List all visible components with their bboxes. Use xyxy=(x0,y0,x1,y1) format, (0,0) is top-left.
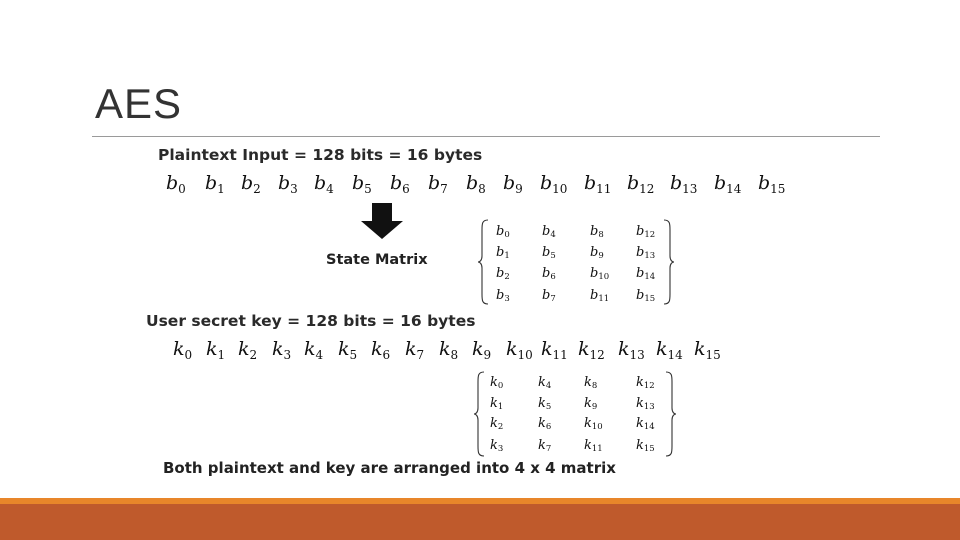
key-byte-14: $k_{14}$ xyxy=(656,338,683,362)
key-byte-6: $k_6$ xyxy=(371,338,391,362)
key-cell-1: $k_1$ xyxy=(490,396,504,412)
plaintext-byte-15: $b_{15}$ xyxy=(758,172,786,196)
key-cell-7: $k_7$ xyxy=(538,438,552,454)
key-byte-11: $k_{11}$ xyxy=(541,338,568,362)
key-byte-8: $k_8$ xyxy=(439,338,459,362)
plaintext-byte-14: $b_{14}$ xyxy=(714,172,742,196)
key-byte-9: $k_9$ xyxy=(472,338,492,362)
state-cell-1: $b_1$ xyxy=(496,245,510,261)
key-cell-14: $k_{14}$ xyxy=(636,416,655,432)
key-heading: User secret key = 128 bits = 16 bytes xyxy=(146,312,476,330)
down-arrow-icon xyxy=(361,203,403,239)
key-byte-12: $k_{12}$ xyxy=(578,338,605,362)
plaintext-byte-7: $b_7$ xyxy=(428,172,448,196)
plaintext-byte-11: $b_{11}$ xyxy=(584,172,612,196)
key-cell-8: $k_8$ xyxy=(584,375,598,391)
state-cell-11: $b_{11}$ xyxy=(590,288,610,304)
key-byte-1: $k_1$ xyxy=(206,338,226,362)
key-byte-2: $k_2$ xyxy=(238,338,258,362)
plaintext-byte-2: $b_2$ xyxy=(241,172,261,196)
plaintext-byte-8: $b_8$ xyxy=(466,172,486,196)
key-cell-9: $k_9$ xyxy=(584,396,598,412)
plaintext-byte-13: $b_{13}$ xyxy=(670,172,698,196)
key-byte-4: $k_4$ xyxy=(304,338,324,362)
key-byte-15: $k_{15}$ xyxy=(694,338,721,362)
state-cell-5: $b_5$ xyxy=(542,245,556,261)
key-cell-5: $k_5$ xyxy=(538,396,552,412)
state-cell-3: $b_3$ xyxy=(496,288,510,304)
plaintext-byte-5: $b_5$ xyxy=(352,172,372,196)
key-byte-3: $k_3$ xyxy=(272,338,292,362)
state-cell-14: $b_{14}$ xyxy=(636,266,656,282)
key-cell-10: $k_{10}$ xyxy=(584,416,603,432)
state-cell-10: $b_{10}$ xyxy=(590,266,610,282)
plaintext-byte-9: $b_9$ xyxy=(503,172,523,196)
plaintext-byte-12: $b_{12}$ xyxy=(627,172,655,196)
state-cell-6: $b_6$ xyxy=(542,266,556,282)
state-cell-2: $b_2$ xyxy=(496,266,510,282)
plaintext-byte-3: $b_3$ xyxy=(278,172,298,196)
state-matrix-label: State Matrix xyxy=(326,252,428,268)
plaintext-byte-6: $b_6$ xyxy=(390,172,410,196)
state-cell-7: $b_7$ xyxy=(542,288,556,304)
key-cell-3: $k_3$ xyxy=(490,438,504,454)
key-cell-13: $k_{13}$ xyxy=(636,396,655,412)
state-cell-0: $b_0$ xyxy=(496,224,510,240)
key-byte-0: $k_0$ xyxy=(173,338,193,362)
state-cell-4: $b_4$ xyxy=(542,224,556,240)
slide-title: AES xyxy=(95,80,183,127)
key-cell-4: $k_4$ xyxy=(538,375,552,391)
plaintext-byte-0: $b_0$ xyxy=(166,172,186,196)
key-byte-7: $k_7$ xyxy=(405,338,425,362)
plaintext-heading: Plaintext Input = 128 bits = 16 bytes xyxy=(158,146,483,164)
key-cell-0: $k_0$ xyxy=(490,375,504,391)
plaintext-byte-10: $b_{10}$ xyxy=(540,172,568,196)
key-cell-12: $k_{12}$ xyxy=(636,375,655,391)
footer-note: Both plaintext and key are arranged into 4 x 4 matrix xyxy=(163,459,616,477)
state-cell-13: $b_{13}$ xyxy=(636,245,656,261)
key-byte-5: $k_5$ xyxy=(338,338,358,362)
plaintext-byte-4: $b_4$ xyxy=(314,172,334,196)
key-byte-13: $k_{13}$ xyxy=(618,338,645,362)
state-cell-12: $b_{12}$ xyxy=(636,224,656,240)
key-byte-10: $k_{10}$ xyxy=(506,338,533,362)
plaintext-byte-1: $b_1$ xyxy=(205,172,225,196)
state-cell-8: $b_8$ xyxy=(590,224,604,240)
key-cell-2: $k_2$ xyxy=(490,416,504,432)
key-cell-11: $k_{11}$ xyxy=(584,438,603,454)
state-cell-9: $b_9$ xyxy=(590,245,604,261)
footer-bar xyxy=(0,504,960,540)
title-divider xyxy=(92,136,880,137)
key-cell-15: $k_{15}$ xyxy=(636,438,655,454)
key-cell-6: $k_6$ xyxy=(538,416,552,432)
state-cell-15: $b_{15}$ xyxy=(636,288,656,304)
